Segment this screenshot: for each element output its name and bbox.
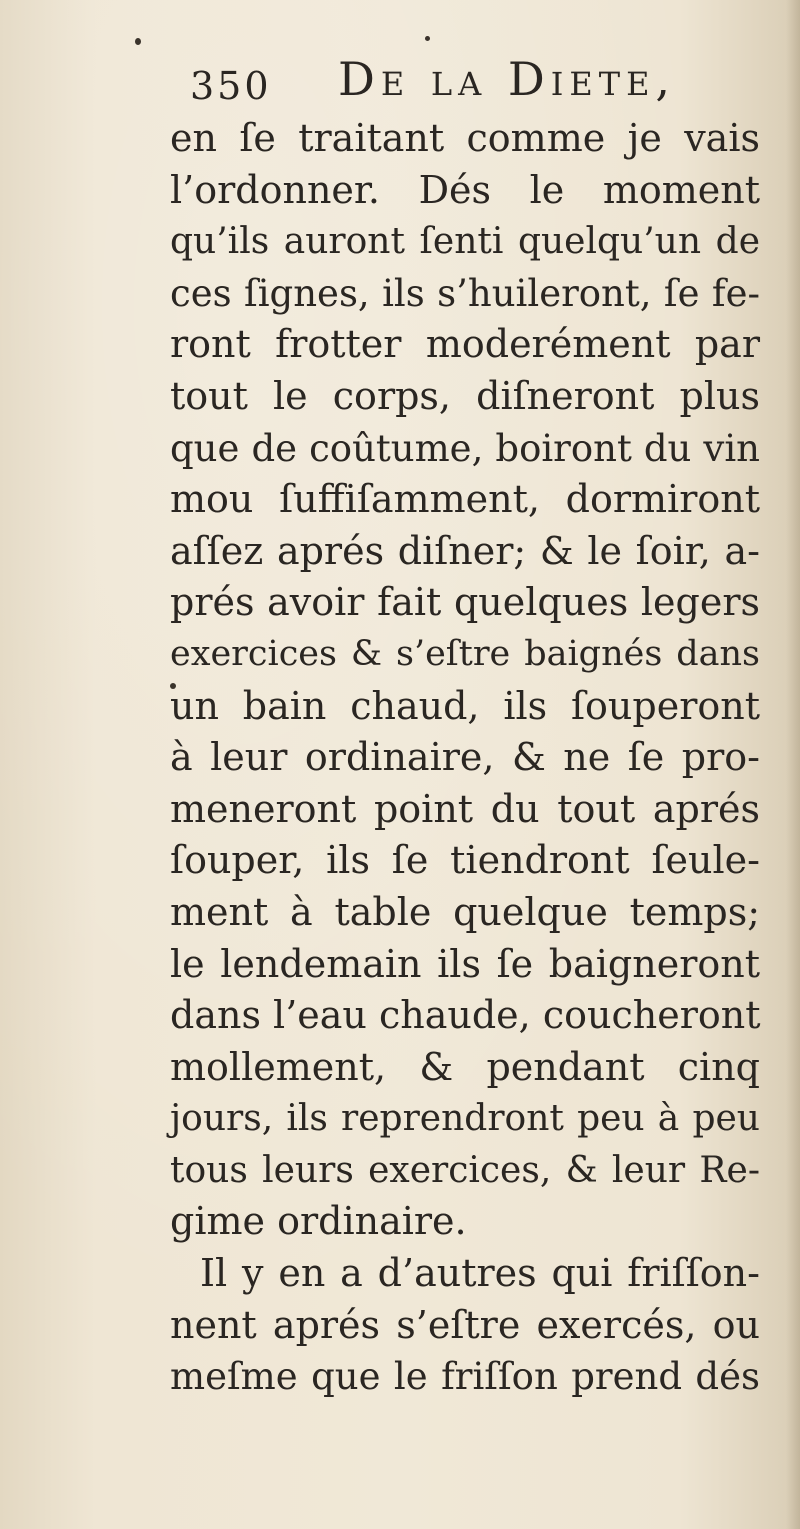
text-line: prés avoir fait quelques legers (170, 580, 760, 625)
ink-speck (425, 36, 430, 41)
text-line: qu’ils auront ſenti quelqu’un de (170, 221, 760, 263)
text-line: meneront point du tout aprés (170, 786, 760, 831)
running-title: De la Diete, (338, 52, 677, 106)
text-line: dans l’eau chaude, coucheront (170, 993, 761, 1038)
text-line: aſſez aprés diſner; & le ſoir, a- (170, 528, 760, 573)
page-number: 350 (190, 64, 272, 108)
text-line: à leur ordinaire, & ne ſe pro- (170, 735, 760, 780)
text-line: un bain chaud, ils ſouperont (170, 683, 760, 728)
text-line: tout le corps, diſneront plus (170, 373, 760, 418)
text-line: meſme que le friſſon prend dés (170, 1355, 760, 1399)
text-line: ment à table quelque temps; (170, 889, 760, 934)
text-line: le lendemain ils ſe baigneront (170, 941, 760, 986)
page-header (190, 52, 710, 118)
text-line: jours, ils reprendront peu à peu (170, 1098, 760, 1140)
text-line-paragraph-end: gime ordinaire. (170, 1199, 467, 1244)
text-line: ront frotter moderément par (170, 322, 760, 367)
text-line: ces ſignes, ils s’huileront, ſe fe- (170, 271, 760, 315)
text-line: que de coûtume, boiront du vin (170, 426, 760, 470)
text-line: mollement, & pendant cinq (170, 1044, 760, 1089)
text-line: nent aprés s’eſtre exercés, ou (170, 1302, 760, 1347)
text-line: l’ordonner. Dés le moment (170, 167, 760, 212)
ink-speck (135, 38, 141, 45)
body-text (170, 113, 760, 1403)
text-line: tous leurs exercices, & leur Re- (170, 1149, 760, 1191)
text-line-paragraph-start: Il y en a d’autres qui friſſon- (200, 1251, 760, 1296)
text-line: en ſe traitant comme je vais (170, 116, 760, 160)
text-line: mou ſuffiſamment, dormiront (170, 477, 760, 522)
text-line: exercices & s’eſtre baignés dans (170, 633, 760, 674)
text-line: ſouper, ils ſe tiendront ſeule- (170, 838, 760, 883)
